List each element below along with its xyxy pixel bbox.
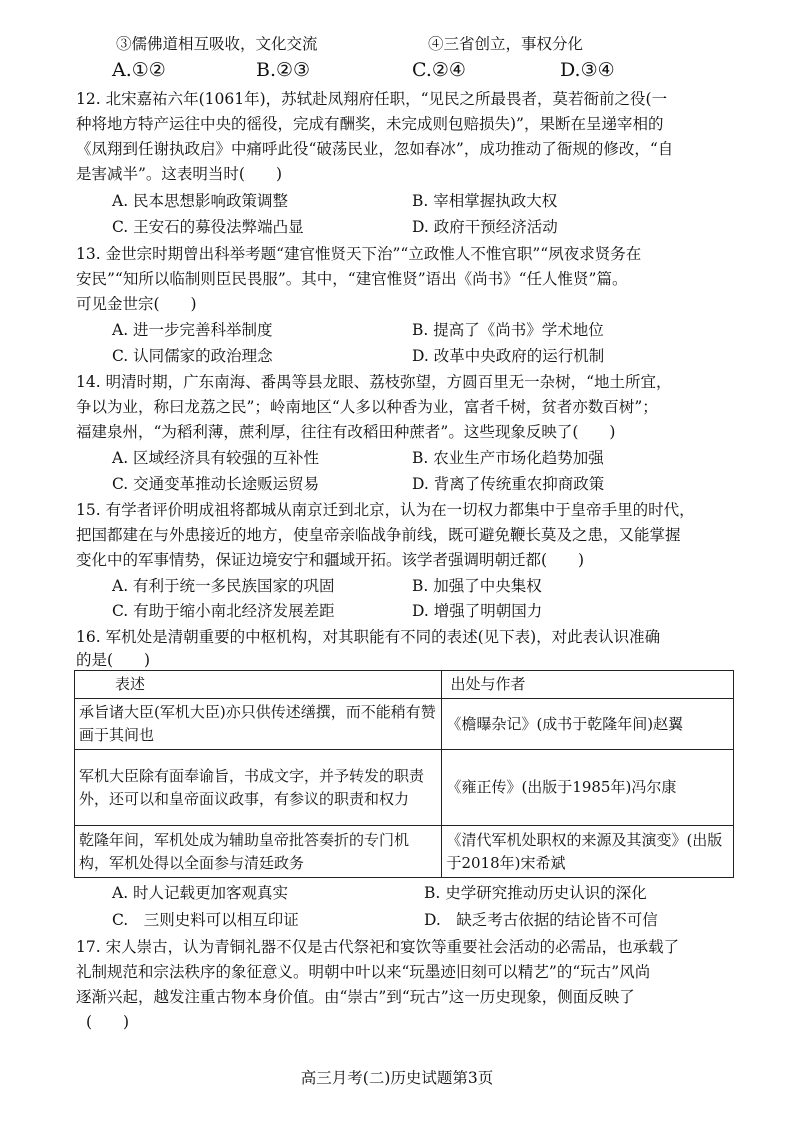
q13-stem-line: 13. 金世宗时期曾出科举考题“建官惟贤天下治”“立政惟人不惟官职”“夙夜求贤务在 bbox=[76, 245, 642, 263]
q15-stem-line: 变化中的军事情势，保证边境安宁和疆域开拓。该学者强调明朝迁都( ) bbox=[76, 551, 585, 569]
q11-item-3: ③儒佛道相互吸收，文化交流 bbox=[116, 35, 318, 53]
q15-stem-line: 15. 有学者评价明成祖将都城从南京迁到北京，认为在一切权力都集中于皇帝手里的时代， bbox=[76, 501, 695, 519]
q16-option-d: D. 缺乏考古依据的结论皆不可信 bbox=[424, 911, 658, 929]
q14-stem-line: 福建泉州，“为稻利薄，蔗利厚，往往有改稻田种蔗者”。这些现象反映了( ) bbox=[76, 423, 616, 441]
q14-option-d: D. 背离了传统重农抑商政策 bbox=[412, 475, 605, 493]
q17-stem-line: 17. 宋人崇古，认为青铜礼器不仅是古代祭祀和宴饮等重要社会活动的必需品，也承载了 bbox=[76, 938, 680, 956]
q14-option-b: B. 农业生产市场化趋势加强 bbox=[412, 449, 604, 467]
q15-option-a: A. 有利于统一多民族国家的巩固 bbox=[112, 577, 335, 595]
q11-option-c: C.②④ bbox=[412, 59, 466, 81]
table-cell: 军机大臣除有面奉谕旨，书成文字，并予转发的职责外，还可以和皇帝面议政事，有参议的职责和权力 bbox=[75, 750, 442, 826]
table-row bbox=[75, 699, 734, 750]
q16-option-c: C. 三则史料可以相互印证 bbox=[112, 911, 299, 929]
q14-option-a: A. 区域经济具有较强的互补性 bbox=[112, 449, 320, 467]
q13-stem-line: 可见金世宗( ) bbox=[76, 295, 197, 313]
table-header-cell: 表述 bbox=[75, 671, 442, 699]
q12-option-c: C. 王安石的募役法弊端凸显 bbox=[112, 218, 304, 236]
q16-stem-line: 的是( ) bbox=[76, 651, 151, 669]
q12-stem-line: 种将地方特产运往中央的徭役，完成有酬奖，未完成则包赔损失)”，果断在呈递宰相的 bbox=[76, 115, 664, 133]
q13-option-d: D. 改革中央政府的运行机制 bbox=[412, 347, 605, 365]
q15-option-c: C. 有助于缩小南北经济发展差距 bbox=[112, 602, 335, 620]
q13-stem-line: 安民”“知所以临制则臣民畏服”。其中，“建官惟贤”语出《尚书》“任人惟贤”篇。 bbox=[76, 270, 628, 288]
q17-stem-line: 礼制规范和宗法秩序的象征意义。明朝中叶以来“玩墨迹旧刻可以精艺”的“玩古”风尚 bbox=[76, 963, 651, 981]
q11-item-4: ④三省创立，事权分化 bbox=[428, 35, 584, 53]
q15-stem-line: 把国都建在与外患接近的地方，使皇帝亲临战争前线，既可避免鞭长莫及之患，又能掌握 bbox=[76, 526, 681, 544]
q12-option-d: D. 政府干预经济活动 bbox=[412, 218, 558, 236]
q15-option-b: B. 加强了中央集权 bbox=[412, 577, 542, 595]
q12-stem-line: 《凤翔到任谢执政启》中痛呼此役“破荡民业，忽如春冰”，成功推动了衙规的修改，“自 bbox=[76, 140, 674, 158]
table-row bbox=[75, 750, 734, 826]
q11-option-b: B.②③ bbox=[256, 59, 311, 81]
table-cell: 《清代军机处职权的来源及其演变》(出版于2018年)宋希斌 bbox=[442, 826, 734, 878]
q14-stem-line: 14. 明清时期，广东南海、番禺等县龙眼、荔枝弥望，方圆百里无一杂树，“地土所宜， bbox=[76, 373, 672, 391]
table-cell: 《雍正传》(出版于1985年)冯尔康 bbox=[442, 750, 734, 826]
q14-option-c: C. 交通变革推动长途贩运贸易 bbox=[112, 475, 320, 493]
table-cell: 承旨诸大臣(军机大臣)亦只供传述缮撰，而不能稍有赞画于其间也 bbox=[75, 699, 442, 750]
q13-option-c: C. 认同儒家的政治理念 bbox=[112, 347, 273, 365]
q14-stem-line: 争以为业，称曰龙荔之民”；岭南地区“人多以种香为业，富者千树，贫者亦数百树”； bbox=[76, 398, 658, 416]
q12-stem-line: 是害减半”。这表明当时( ) bbox=[76, 165, 283, 183]
table-header-cell: 出处与作者 bbox=[442, 671, 734, 699]
page-footer: 高三月考(二)历史试题第3页 bbox=[300, 1069, 494, 1087]
q17-stem-line: ( ) bbox=[86, 1013, 130, 1031]
q12-stem-line: 12. 北宋嘉祐六年(1061年)，苏轼赴凤翔府任职，“见民之所最畏者，莫若衙前之役(一 bbox=[76, 90, 668, 108]
q13-option-b: B. 提高了《尚书》学术地位 bbox=[412, 321, 604, 339]
q12-option-b: B. 宰相掌握执政大权 bbox=[412, 192, 558, 210]
q15-option-d: D. 增强了明朝国力 bbox=[412, 602, 543, 620]
q16-option-a: A. 时人记载更加客观真实 bbox=[112, 884, 289, 902]
q11-option-a: A.①② bbox=[112, 59, 166, 81]
table-cell: 《檐曝杂记》(成书于乾隆年间)赵翼 bbox=[442, 699, 734, 750]
q16-table bbox=[74, 670, 734, 878]
q12-option-a: A. 民本思想影响政策调整 bbox=[112, 192, 289, 210]
q17-stem-line: 逐渐兴起，越发注重古物本身价值。由“崇古”到“玩古”这一历史现象，侧面反映了 bbox=[76, 988, 635, 1006]
q13-option-a: A. 进一步完善科举制度 bbox=[112, 321, 273, 339]
table-row bbox=[75, 826, 734, 878]
q16-option-b: B. 史学研究推动历史认识的深化 bbox=[424, 884, 647, 902]
table-cell: 乾隆年间，军机处成为辅助皇帝批答奏折的专门机构，军机处得以全面参与清廷政务 bbox=[75, 826, 442, 878]
q11-option-d: D.③④ bbox=[560, 59, 615, 81]
table-header-row bbox=[75, 671, 734, 699]
q16-stem-line: 16. 军机处是清朝重要的中枢机构，对其职能有不同的表述(见下表)，对此表认识准确 bbox=[76, 628, 661, 646]
